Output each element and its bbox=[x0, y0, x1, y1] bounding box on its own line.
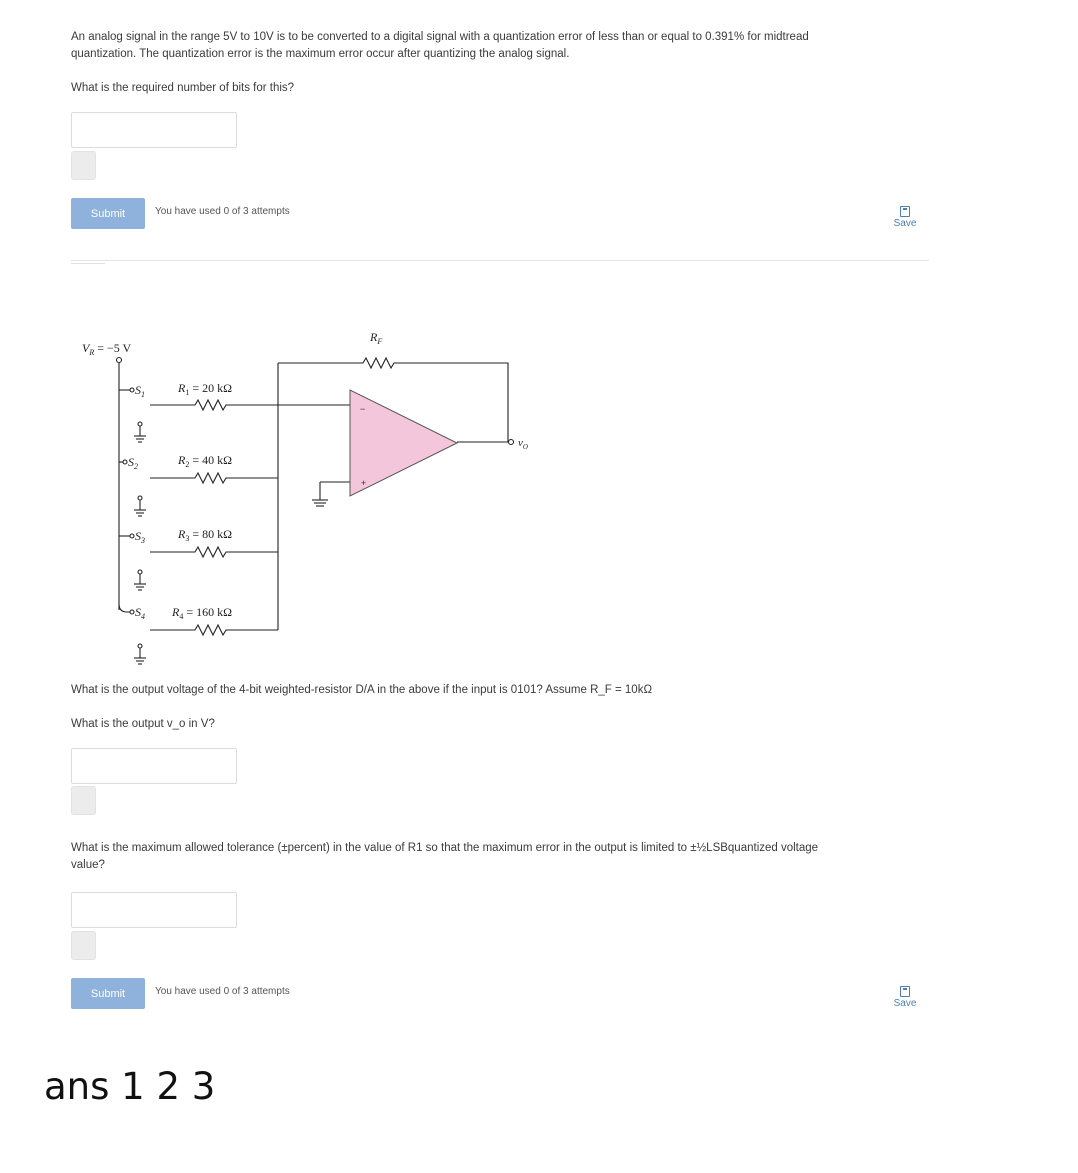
question1-line1: An analog signal in the range 5V to 10V is to be converted to a digital signal with a quantization error of less than or equal to 0.391% for midtread bbox=[71, 31, 809, 43]
question2-prompt: What is the output v_o in V? bbox=[71, 718, 215, 730]
rf-label: R bbox=[370, 330, 378, 344]
resistor-label-r3: $R_3 = 80$ kΩ bbox=[178, 527, 233, 543]
question1-prompt: What is the required number of bits for this? bbox=[71, 82, 295, 94]
question3-check-button[interactable] bbox=[71, 931, 96, 960]
opamp-plus-label: + bbox=[361, 478, 367, 488]
question1-answer-input[interactable] bbox=[71, 112, 237, 148]
resistor-r3 bbox=[150, 547, 278, 557]
question1-check-button[interactable] bbox=[71, 151, 96, 180]
opamp-minus-label: − bbox=[360, 404, 366, 414]
switch-label-4: $S_4$ bbox=[135, 605, 145, 621]
rf-subscript: F bbox=[377, 337, 383, 346]
resistor-r1 bbox=[150, 400, 278, 410]
question2-answer-input[interactable] bbox=[71, 748, 237, 784]
question1-statement bbox=[71, 29, 931, 63]
ground-symbol-2 bbox=[134, 496, 146, 516]
vo-terminal bbox=[509, 440, 514, 445]
resistor-label-r4: $R_4 = 160$ kΩ bbox=[172, 605, 233, 621]
resistor-label-r2: $R_2 = 40$ kΩ bbox=[178, 453, 233, 469]
svg-text:RF bbox=[369, 330, 382, 346]
attempts-counter: You have used 0 of 3 attempts bbox=[155, 206, 290, 217]
question1-line2: quantization. The quantization error is the maximum error occur after quantizing the analog signal. bbox=[71, 48, 570, 60]
resistor-r2 bbox=[150, 473, 278, 483]
save-icon bbox=[900, 986, 910, 997]
vr-terminal bbox=[117, 358, 122, 363]
ground-symbol-1 bbox=[134, 422, 146, 442]
question2-statement: What is the output voltage of the 4-bit weighted-resistor D/A in the above if the input is 0101? Assume R_F = 10kΩ bbox=[71, 684, 653, 696]
save-label: Save bbox=[893, 218, 917, 229]
resistor-label-r1: $R_1 = 20$ kΩ bbox=[178, 381, 233, 397]
vr-label: V bbox=[82, 341, 90, 355]
handwritten-answer-note: ans 1 2 3 bbox=[44, 1065, 216, 1108]
ground-symbol-3 bbox=[134, 570, 146, 590]
question3-line1: What is the maximum allowed tolerance (±percent) in the value of R1 so that the maximum error in the output is limited to ±½LSBquantized voltage bbox=[71, 842, 819, 854]
switch-label-2: $S_2$ bbox=[128, 455, 138, 471]
submit-button[interactable]: Submit bbox=[71, 198, 145, 229]
save-icon bbox=[900, 206, 910, 217]
vo-label: $v_O$ bbox=[518, 437, 528, 451]
divider-mark bbox=[71, 263, 105, 264]
question3-line2: value? bbox=[71, 859, 105, 871]
save-button-2[interactable] bbox=[890, 986, 920, 1009]
question3-statement bbox=[71, 840, 941, 874]
ground-symbol-4 bbox=[134, 644, 146, 664]
section-divider bbox=[71, 260, 929, 261]
question3-answer-input[interactable] bbox=[71, 892, 237, 928]
dac-circuit-diagram bbox=[60, 320, 560, 675]
vr-subscript: R bbox=[89, 348, 95, 357]
switch-label-3: $S_3$ bbox=[135, 529, 145, 545]
svg-text:VR = −5 V bbox=[82, 341, 132, 357]
question2-check-button[interactable] bbox=[71, 786, 96, 815]
vr-value: = −5 V bbox=[94, 341, 132, 355]
save-button[interactable] bbox=[890, 206, 920, 229]
save-label: Save bbox=[893, 998, 917, 1009]
switch-label-1: $S_1$ bbox=[135, 383, 145, 399]
submit-button-2[interactable]: Submit bbox=[71, 978, 145, 1009]
attempts-counter-2: You have used 0 of 3 attempts bbox=[155, 986, 290, 997]
resistor-r4 bbox=[150, 625, 278, 635]
